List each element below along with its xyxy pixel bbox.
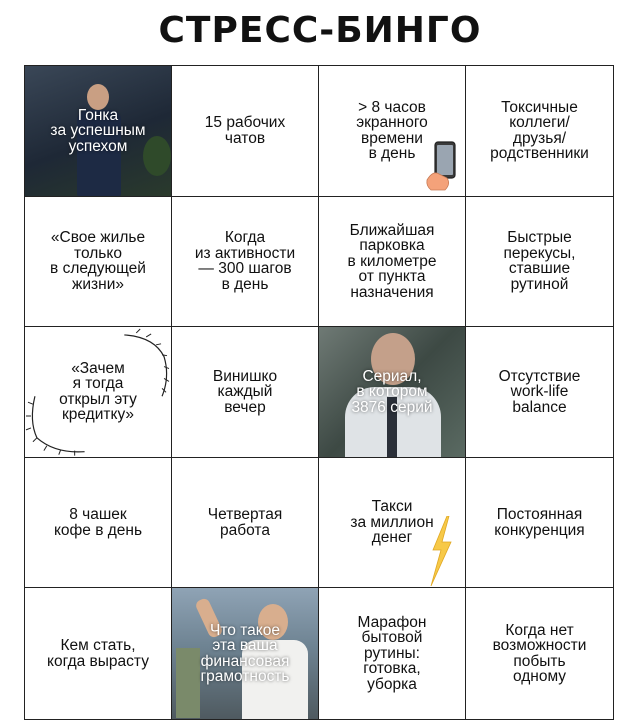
- bingo-grid: [24, 65, 614, 720]
- bingo-cell[interactable]: [319, 66, 466, 197]
- bingo-cell[interactable]: [172, 66, 319, 197]
- bingo-cell[interactable]: [466, 458, 613, 589]
- bingo-cell[interactable]: [25, 588, 172, 719]
- cell-text: «Свое жилье только в следующей жизни»: [50, 229, 146, 293]
- page-title: СТРЕСС-БИНГО: [158, 10, 482, 51]
- bingo-cell[interactable]: [319, 458, 466, 589]
- bingo-cell[interactable]: [25, 66, 172, 197]
- cell-text: Постоянная конкуренция: [494, 506, 585, 539]
- cell-text: Что такое эта ваша финансовая грамотность: [200, 621, 290, 686]
- cell-text: Кем стать, когда вырасту: [47, 637, 149, 670]
- bingo-cell[interactable]: [319, 327, 466, 458]
- cell-text: 8 чашек кофе в день: [53, 506, 143, 539]
- cell-text: Быстрые перекусы, ставшие рутиной: [503, 229, 576, 293]
- cell-text: Такси за миллион денег: [350, 498, 434, 547]
- bingo-cell[interactable]: [25, 327, 172, 458]
- bingo-cell[interactable]: [172, 458, 319, 589]
- cell-text: Отсутствие work-life balance: [498, 367, 581, 416]
- cell-text: Четвертая работа: [207, 506, 283, 539]
- cell-text: Гонка за успешным успехом: [50, 106, 146, 155]
- cell-text: Ближайшая парковка в километре от пункта назначения: [347, 221, 437, 301]
- cell-text: Токсичные коллеги/ друзья/ родственники: [490, 98, 589, 163]
- cell-text: 15 рабочих чатов: [204, 114, 286, 147]
- cell-text: Когда из активности — 300 шагов в день: [194, 229, 296, 293]
- cell-text: Марафон бытовой рутины: готовка, уборка: [357, 613, 427, 693]
- cell-text: Когда нет возможности побыть одному: [492, 621, 587, 686]
- bingo-cell[interactable]: [319, 197, 466, 328]
- bingo-cell[interactable]: [172, 588, 319, 719]
- bingo-cell[interactable]: [466, 197, 613, 328]
- bingo-cell[interactable]: [466, 66, 613, 197]
- cell-text: Винишко каждый вечер: [212, 367, 278, 416]
- bingo-cell[interactable]: [25, 197, 172, 328]
- bingo-cell[interactable]: [466, 327, 613, 458]
- cell-text: > 8 часов экранного времени в день: [356, 98, 428, 163]
- bingo-cell[interactable]: [466, 588, 613, 719]
- cell-text: «Зачем я тогда открыл эту кредитку»: [59, 359, 137, 424]
- bingo-cell[interactable]: [319, 588, 466, 719]
- bingo-cell[interactable]: [25, 458, 172, 589]
- cell-text: Сериал, в котором 3876 серий: [351, 367, 433, 416]
- bingo-cell[interactable]: [172, 327, 319, 458]
- bingo-cell[interactable]: [172, 197, 319, 328]
